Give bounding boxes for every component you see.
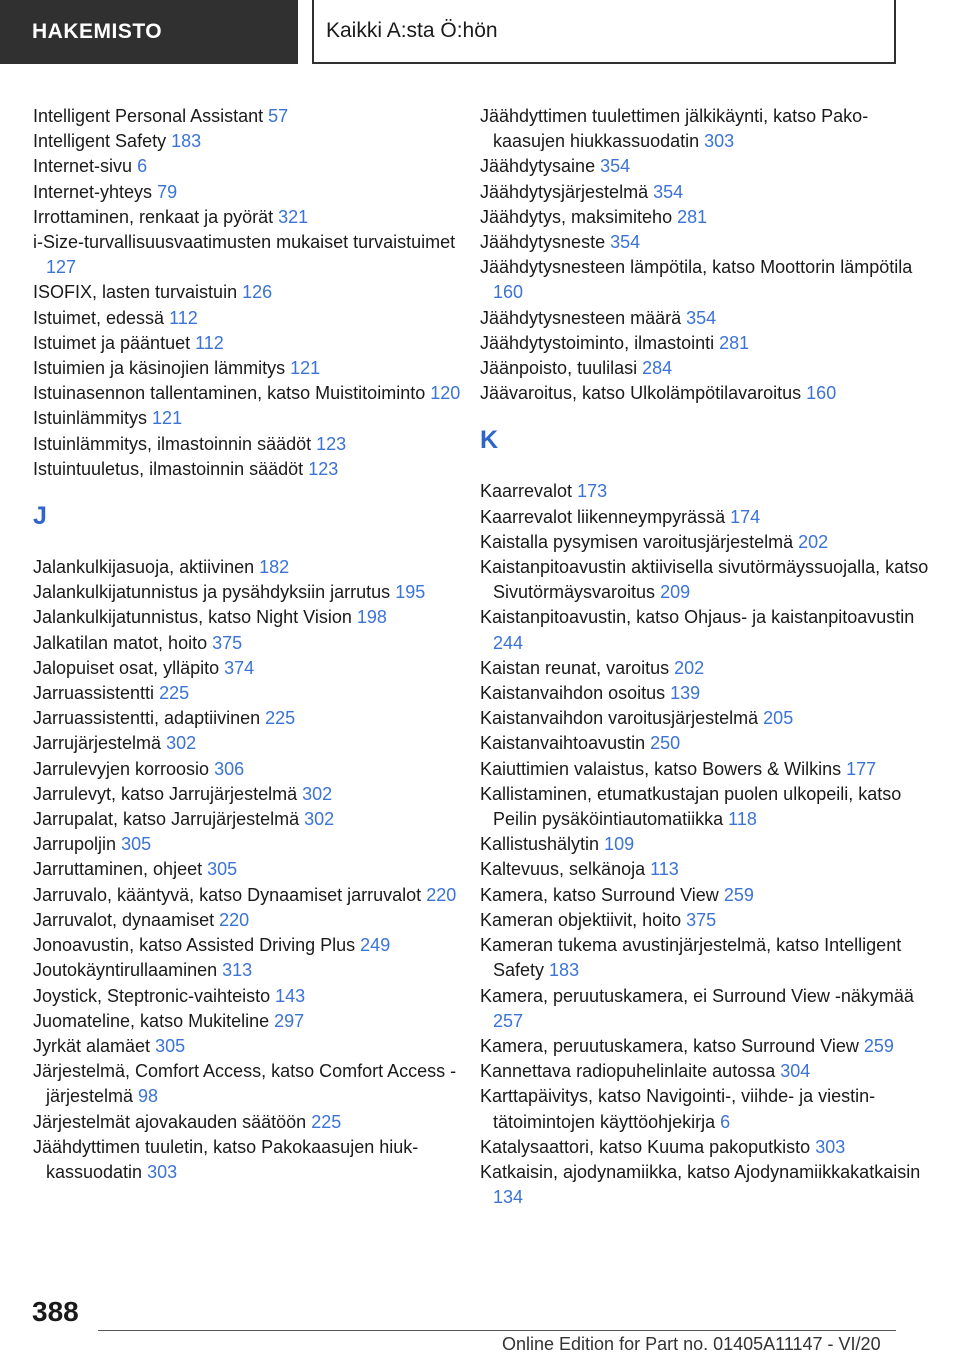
page-link[interactable]: 183 bbox=[549, 960, 580, 981]
index-entry bbox=[480, 984, 930, 1034]
letter-heading: J bbox=[33, 502, 47, 531]
index-entry bbox=[33, 984, 483, 1009]
index-entry bbox=[33, 205, 483, 230]
index-entry bbox=[480, 331, 930, 356]
index-entry-text: Jäähdyttimen tuuletin, katso Pakokaasujen hiukkassuodatin bbox=[33, 1136, 419, 1182]
index-entry-text: Jäävaroitus, katso Ulkolämpötilavaroitus bbox=[480, 383, 802, 404]
index-entry-text: Jäähdytysjärjestelmä bbox=[480, 181, 649, 202]
page-link[interactable]: 225 bbox=[311, 1111, 342, 1132]
index-entry-text: Jäähdyttimen tuulettimen jälkikäynti, katso Pakokaasujen hiukkassuodatin bbox=[480, 106, 869, 152]
index-entry-text: Kaistanvaihdon varoitusjärjestelmä bbox=[480, 708, 759, 729]
page-link[interactable]: 139 bbox=[670, 683, 701, 704]
page-link[interactable]: 249 bbox=[360, 935, 391, 956]
index-entry-text: Kamera, katso Surround View bbox=[480, 884, 719, 905]
page-link[interactable]: 303 bbox=[147, 1161, 178, 1182]
index-entry-text: Katalysaattori, katso Kuuma pakoputkisto bbox=[480, 1136, 811, 1157]
index-entry-text: Jalankulkijatunnistus, katso Night Vision bbox=[33, 607, 352, 628]
index-entry bbox=[33, 857, 483, 882]
index-entry-text: Katkaisin, ajodynamiikka, katso Ajodynamiikkakatkaisin bbox=[480, 1161, 921, 1182]
index-entry-text: Kaarrevalot bbox=[480, 481, 573, 502]
index-entry bbox=[480, 605, 930, 655]
index-entry bbox=[480, 555, 930, 605]
index-entry bbox=[480, 656, 930, 681]
page-link[interactable]: 220 bbox=[426, 884, 457, 905]
page-link[interactable]: 225 bbox=[159, 683, 190, 704]
index-entry-text: Intelligent Personal Assistant bbox=[33, 106, 264, 126]
index-entry bbox=[480, 104, 930, 154]
page-link[interactable]: 304 bbox=[780, 1061, 811, 1082]
index-entry-text: Jäänpoisto, tuulilasi bbox=[480, 358, 638, 379]
page-link[interactable]: 123 bbox=[308, 458, 339, 479]
index-entry bbox=[480, 731, 930, 756]
page-link[interactable]: 225 bbox=[265, 708, 296, 729]
index-entry-text: Jalankulkijatunnistus ja pysähdyksiin jarrutus bbox=[33, 582, 391, 603]
page-link[interactable]: 143 bbox=[275, 985, 306, 1006]
index-entry-text: Istuimet ja pääntuet bbox=[33, 332, 191, 353]
page-link[interactable]: 375 bbox=[212, 632, 243, 653]
page-header bbox=[0, 0, 960, 66]
index-entry-text: Jyrkät alamäet bbox=[33, 1035, 151, 1056]
index-entry bbox=[480, 757, 930, 782]
index-entry bbox=[33, 381, 483, 406]
index-entry bbox=[480, 180, 930, 205]
page-link[interactable]: 123 bbox=[316, 433, 347, 454]
index-entry bbox=[33, 908, 483, 933]
page-link[interactable]: 57 bbox=[268, 106, 289, 126]
index-entry-text: Jäähdytysaine bbox=[480, 156, 596, 177]
index-entry-text: Internet-yhteys bbox=[33, 181, 153, 202]
page-link[interactable]: 354 bbox=[610, 232, 641, 253]
page-link[interactable]: 113 bbox=[650, 859, 679, 880]
page-link[interactable]: 302 bbox=[302, 783, 333, 804]
index-entry bbox=[33, 1009, 483, 1034]
index-entry bbox=[33, 883, 483, 908]
index-entry-text: Jarruvalo, kääntyvä, katso Dynaamiset jarruvalot bbox=[33, 884, 422, 905]
page-link[interactable]: 209 bbox=[660, 582, 691, 603]
page-link[interactable]: 195 bbox=[395, 582, 426, 603]
page-link[interactable]: 160 bbox=[806, 383, 837, 404]
index-entry bbox=[480, 883, 930, 908]
index-entry bbox=[33, 129, 483, 154]
index-entry-text: Järjestelmät ajovakauden säätöön bbox=[33, 1111, 307, 1132]
index-entry-text: Kamera, peruutuskamera, katso Surround View bbox=[480, 1035, 859, 1056]
index-entry-text: Järjestelmä, Comfort Access, katso Comfort Access -järjestelmä bbox=[33, 1061, 457, 1107]
index-column-right bbox=[480, 104, 930, 1210]
index-entry bbox=[480, 1160, 930, 1210]
index-entry-text: ISOFIX, lasten turvaistuin bbox=[33, 282, 238, 303]
index-entry-text: Jarrupalat, katso Jarrujärjestelmä bbox=[33, 809, 300, 830]
index-entry-text: Kaistanvaihdon osoitus bbox=[480, 683, 666, 704]
page-link[interactable]: 174 bbox=[730, 506, 761, 527]
index-entry bbox=[33, 933, 483, 958]
index-entry bbox=[480, 356, 930, 381]
index-column-left bbox=[33, 104, 483, 1185]
page-link[interactable]: 220 bbox=[219, 909, 250, 930]
index-entry bbox=[33, 180, 483, 205]
index-entry-text: Kameran tukema avustinjärjestelmä, katso Intelligent Safety bbox=[480, 935, 902, 981]
page-link[interactable]: 244 bbox=[493, 632, 524, 653]
index-entry bbox=[33, 731, 483, 756]
index-entry-text: Karttapäivitys, katso Navigointi-, viihde- ja viestintätoimintojen käyttöohjekirja bbox=[480, 1086, 876, 1132]
section-tab[interactable]: Kaikki A:sta Ö:hön bbox=[312, 0, 896, 64]
page-link[interactable]: 134 bbox=[493, 1187, 524, 1208]
page-link[interactable]: 202 bbox=[674, 657, 705, 678]
page-link[interactable]: 259 bbox=[863, 1035, 894, 1056]
index-entry-text: Jarrupoljin bbox=[33, 834, 117, 855]
index-entry bbox=[480, 933, 930, 983]
index-entry bbox=[480, 505, 930, 530]
index-entry bbox=[480, 154, 930, 179]
page-link[interactable]: 120 bbox=[430, 383, 461, 404]
index-entry bbox=[480, 857, 930, 882]
page-link[interactable]: 302 bbox=[304, 809, 335, 830]
page-link[interactable]: 306 bbox=[214, 758, 245, 779]
index-entry-text: Kaistanvaihtoavustin bbox=[480, 733, 646, 754]
page-link[interactable]: 374 bbox=[224, 657, 255, 678]
index-entry bbox=[33, 1135, 483, 1185]
index-entry-text: Jalopuiset osat, ylläpito bbox=[33, 657, 220, 678]
page-link[interactable]: 281 bbox=[719, 332, 750, 353]
index-entry bbox=[33, 681, 483, 706]
page-link[interactable]: 6 bbox=[137, 156, 148, 177]
page-link[interactable]: 297 bbox=[274, 1010, 305, 1031]
page-link[interactable]: 354 bbox=[653, 181, 684, 202]
index-entry bbox=[33, 356, 483, 381]
index-entry bbox=[480, 1034, 930, 1059]
index-entry bbox=[33, 706, 483, 731]
index-entry bbox=[33, 782, 483, 807]
index-entry-text: Kaistan reunat, varoitus bbox=[480, 657, 670, 678]
index-entry bbox=[33, 832, 483, 857]
page-link[interactable]: 98 bbox=[138, 1086, 159, 1107]
page-link[interactable]: 118 bbox=[728, 809, 757, 830]
page-link[interactable]: 250 bbox=[650, 733, 681, 754]
page-link[interactable]: 305 bbox=[155, 1035, 186, 1056]
index-entry bbox=[480, 479, 930, 504]
index-entry bbox=[480, 306, 930, 331]
index-entry bbox=[480, 706, 930, 731]
index-entry-text: Jarrulevyt, katso Jarrujärjestelmä bbox=[33, 783, 298, 804]
index-entry-text: Jarruassistentti bbox=[33, 683, 155, 704]
index-entry-text: Jäähdytys, maksimiteho bbox=[480, 206, 673, 227]
index-entry bbox=[33, 958, 483, 983]
page-link[interactable]: 160 bbox=[493, 282, 524, 303]
page-link[interactable]: 354 bbox=[686, 307, 717, 328]
index-entry-text: Jäähdytysneste bbox=[480, 232, 606, 253]
page-link[interactable]: 112 bbox=[169, 307, 198, 328]
index-entry bbox=[33, 1034, 483, 1059]
page-link[interactable]: 284 bbox=[642, 358, 673, 379]
index-entry bbox=[33, 580, 483, 605]
index-entry-text: Kaistalla pysymisen varoitusjärjestelmä bbox=[480, 531, 794, 552]
index-entry-text: Internet-sivu bbox=[33, 156, 133, 177]
page-link[interactable]: 321 bbox=[278, 206, 309, 227]
index-entry-text: Istuinlämmitys, ilmastoinnin säädöt bbox=[33, 433, 312, 454]
index-entry-text: Kaistanpitoavustin, katso Ohjaus- ja kaistanpitoavustin bbox=[480, 607, 915, 628]
index-entry-text: Jäähdytysnesteen määrä bbox=[480, 307, 682, 328]
index-entry-text: Kaistanpitoavustin aktiivisella sivutörmäyssuojalla, katso Sivutörmäysvaroitus bbox=[480, 557, 929, 603]
page-link[interactable]: 281 bbox=[677, 206, 708, 227]
index-entry bbox=[480, 908, 930, 933]
index-entry-text: Kaltevuus, selkänoja bbox=[480, 859, 646, 880]
page-link[interactable]: 257 bbox=[493, 1010, 524, 1031]
page-link[interactable]: 177 bbox=[846, 758, 877, 779]
index-entry-text: Juomateline, katso Mukiteline bbox=[33, 1010, 270, 1031]
index-entry-text: Jarruassistentti, adaptiivinen bbox=[33, 708, 261, 729]
page-link[interactable]: 112 bbox=[195, 332, 224, 353]
index-entry-text: i-Size-turvallisuusvaatimusten mukaiset turvaistuimet bbox=[33, 232, 456, 253]
index-entry-text: Kameran objektiivit, hoito bbox=[480, 909, 682, 930]
index-entry bbox=[33, 457, 483, 482]
index-entry bbox=[480, 832, 930, 857]
footer-divider bbox=[98, 1330, 896, 1331]
index-entry bbox=[33, 807, 483, 832]
index-entry-text: Jalankulkijasuoja, aktiivinen bbox=[33, 557, 255, 578]
page-link[interactable]: 198 bbox=[356, 607, 387, 628]
index-entry bbox=[480, 530, 930, 555]
index-entry-text: Istuimien ja käsinojien lämmitys bbox=[33, 358, 286, 379]
page-link[interactable]: 205 bbox=[763, 708, 794, 729]
index-entry-text: Jarrulevyjen korroosio bbox=[33, 758, 210, 779]
index-entry bbox=[480, 205, 930, 230]
page-link[interactable]: 313 bbox=[222, 960, 253, 981]
page-link[interactable]: 79 bbox=[157, 181, 178, 202]
index-entry-text: Kamera, peruutuskamera, ei Surround View -näkymää bbox=[480, 985, 914, 1006]
index-entry bbox=[480, 1135, 930, 1160]
page-link[interactable]: 302 bbox=[166, 733, 197, 754]
page-link[interactable]: 354 bbox=[600, 156, 631, 177]
index-entry bbox=[33, 1110, 483, 1135]
index-entry bbox=[480, 782, 930, 832]
index-entry-text: Istuintuuletus, ilmastoinnin säädöt bbox=[33, 458, 304, 479]
page-link[interactable]: 259 bbox=[723, 884, 754, 905]
index-entry-text: Kaarrevalot liikenneympyrässä bbox=[480, 506, 726, 527]
index-entry-text: Jäähdytysnesteen lämpötila, katso Moottorin lämpötila bbox=[480, 257, 913, 278]
index-entry bbox=[33, 1059, 483, 1109]
index-entry-text: Kannettava radiopuhelinlaite autossa bbox=[480, 1061, 776, 1082]
index-entry bbox=[33, 331, 483, 356]
page-link[interactable]: 305 bbox=[121, 834, 152, 855]
page-link[interactable]: 121 bbox=[152, 408, 183, 429]
index-entry bbox=[33, 757, 483, 782]
letter-heading: K bbox=[480, 426, 499, 455]
index-entry bbox=[480, 381, 930, 406]
page-link[interactable]: 303 bbox=[815, 1136, 846, 1157]
page-link[interactable]: 183 bbox=[171, 131, 202, 152]
index-entry bbox=[33, 656, 483, 681]
index-entry bbox=[33, 605, 483, 630]
page-link[interactable]: 202 bbox=[798, 531, 829, 552]
footer-edition: Online Edition for Part no. 01405A11147 - VI/20 bbox=[502, 1334, 881, 1354]
index-entry bbox=[33, 631, 483, 656]
index-entry bbox=[33, 432, 483, 457]
index-entry-text: Irrottaminen, renkaat ja pyörät bbox=[33, 206, 274, 227]
index-entry bbox=[480, 681, 930, 706]
index-entry-text: Jarrujärjestelmä bbox=[33, 733, 162, 754]
index-tab[interactable]: HAKEMISTO bbox=[0, 0, 298, 64]
index-entry-text: Istuimet, edessä bbox=[33, 307, 165, 328]
index-entry bbox=[33, 154, 483, 179]
page-link[interactable]: 109 bbox=[604, 834, 635, 855]
index-entry-text: Jäähdytystoiminto, ilmastointi bbox=[480, 332, 715, 353]
page-link[interactable]: 6 bbox=[720, 1111, 731, 1132]
index-entry bbox=[33, 555, 483, 580]
index-entry-text: Jalkatilan matot, hoito bbox=[33, 632, 208, 653]
index-entry bbox=[33, 280, 483, 305]
page-link[interactable]: 173 bbox=[577, 481, 608, 502]
index-entry bbox=[480, 230, 930, 255]
index-entry-text: Intelligent Safety bbox=[33, 131, 167, 152]
index-entry-text: Joutokäyntirullaaminen bbox=[33, 960, 218, 981]
page-link[interactable]: 305 bbox=[207, 859, 238, 880]
index-entry-text: Jarruvalot, dynaamiset bbox=[33, 909, 215, 930]
page-link[interactable]: 126 bbox=[242, 282, 273, 303]
page-link[interactable]: 303 bbox=[704, 131, 735, 152]
index-entry-text: Kallistushälytin bbox=[480, 834, 600, 855]
index-entry bbox=[33, 306, 483, 331]
index-entry bbox=[480, 1059, 930, 1084]
page-link[interactable]: 182 bbox=[259, 557, 290, 578]
page-number: 388 bbox=[32, 1296, 79, 1327]
page-link[interactable]: 121 bbox=[290, 358, 321, 379]
index-entry-text: Jonoavustin, katso Assisted Driving Plus bbox=[33, 935, 356, 956]
index-entry bbox=[33, 230, 483, 280]
index-entry-text: Istuinasennon tallentaminen, katso Muistitoiminto bbox=[33, 383, 426, 404]
page-link[interactable]: 375 bbox=[686, 909, 717, 930]
index-entry-text: Joystick, Steptronic-vaihteisto bbox=[33, 985, 271, 1006]
index-entry bbox=[33, 104, 483, 129]
page-link[interactable]: 127 bbox=[46, 257, 77, 278]
index-entry bbox=[480, 255, 930, 305]
index-entry-text: Istuinlämmitys bbox=[33, 408, 148, 429]
index-entry-text: Jarruttaminen, ohjeet bbox=[33, 859, 203, 880]
index-entry-text: Kallistaminen, etumatkustajan puolen ulkopeili, katso Peilin pysäköintiautomatiikka bbox=[480, 783, 902, 830]
index-entry bbox=[33, 406, 483, 431]
index-entry-text: Kaiuttimien valaistus, katso Bowers & Wilkins bbox=[480, 758, 842, 779]
index-entry bbox=[480, 1084, 930, 1134]
